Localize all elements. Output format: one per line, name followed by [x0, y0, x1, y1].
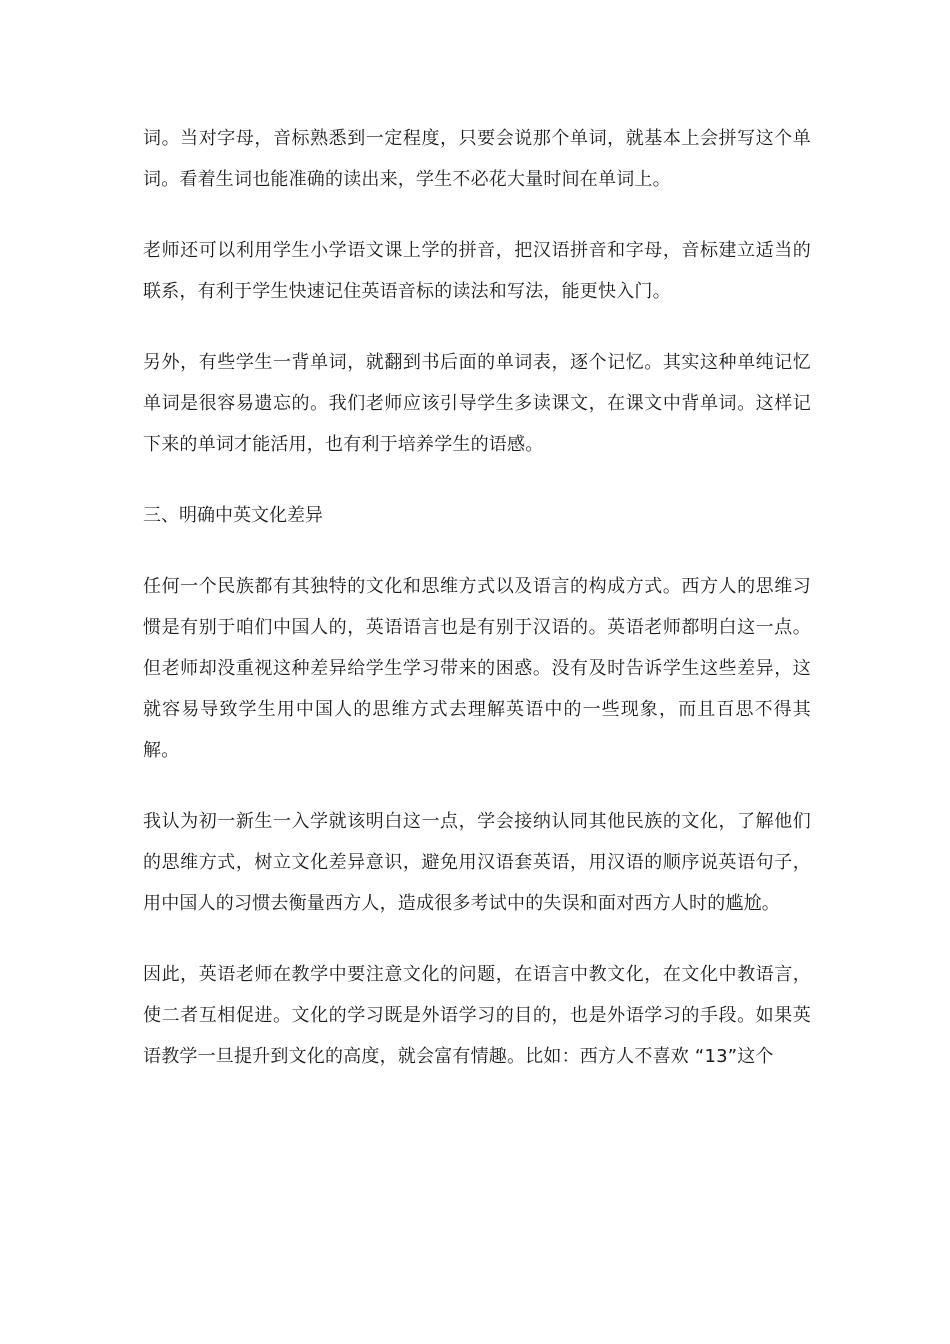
- paragraph-3: 另外，有些学生一背单词，就翻到书后面的单词表，逐个记忆。其实这种单纯记忆单词是很容易遗忘的。我们老师应该引导学生多读课文，在课文中背单词。这样记下来的单词才能活用，也有利于培养学生的语感。: [143, 352, 811, 455]
- document-body: [143, 118, 811, 1107]
- paragraph-4: 任何一个民族都有其独特的文化和思维方式以及语言的构成方式。西方人的思维习惯是有别于咱们中国人的，英语语言也是有别于汉语的。英语老师都明白这一点。但老师却没重视这种差异给学生学习带来的困惑。没有及时告诉学生这些差异，这就容易导致学生用中国人的思维方式去理解英语中的一些现象，而且百思不得其解。: [143, 576, 811, 761]
- section-heading: 三、明确中英文化差异: [143, 505, 323, 526]
- paragraph-2: 老师还可以利用学生小学语文课上学的拼音，把汉语拼音和字母，音标建立适当的联系，有利于学生快速记住英语音标的读法和写法，能更快入门。: [143, 240, 811, 302]
- paragraph-1: 词。当对字母，音标熟悉到一定程度，只要会说那个单词，就基本上会拼写这个单词。看着生词也能准确的读出来，学生不必花大量时间在单词上。: [143, 128, 811, 190]
- paragraph-6: 因此，英语老师在教学中要注意文化的问题，在语言中教文化，在文化中教语言，使二者互相促进。文化的学习既是外语学习的目的，也是外语学习的手段。如果英语教学一旦提升到文化的高度，就会富有情趣。比如：西方人不喜欢 “13”这个: [143, 964, 811, 1067]
- paragraph-5: 我认为初一新生一入学就该明白这一点，学会接纳认同其他民族的文化，了解他们的思维方式，树立文化差异意识，避免用汉语套英语，用汉语的顺序说英语句子，用中国人的习惯去衡量西方人，造成很多考试中的失误和面对西方人时的尴尬。: [143, 811, 811, 914]
